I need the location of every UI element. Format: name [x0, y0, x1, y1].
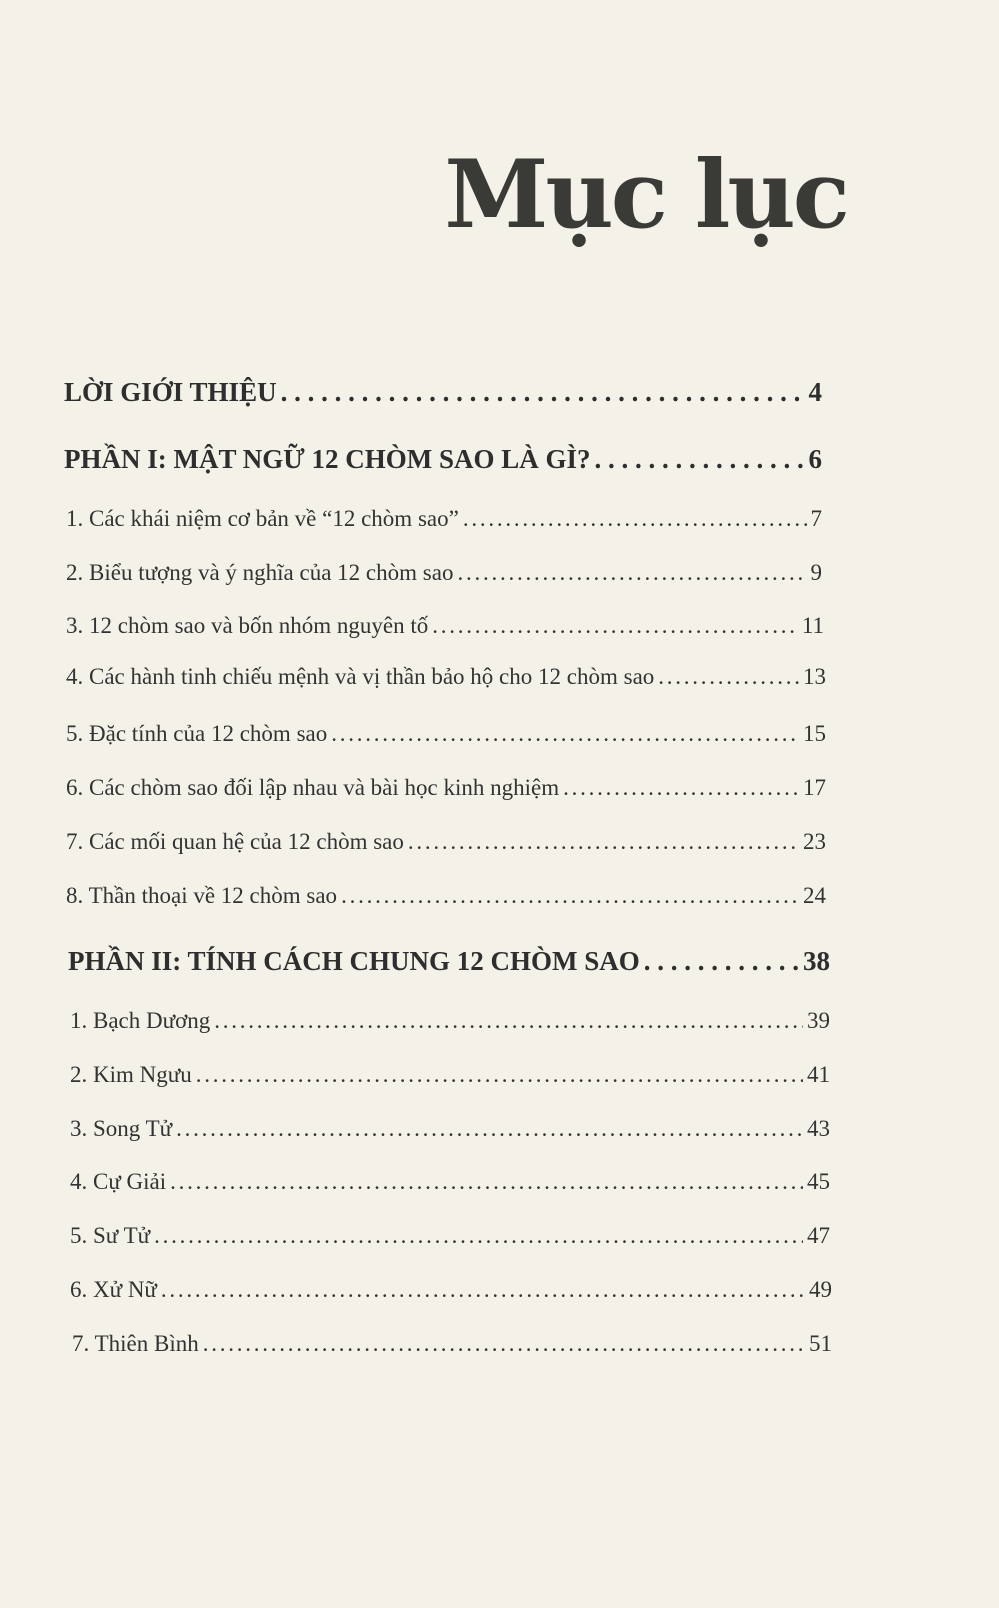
toc-entry-label: PHẦN II: TÍNH CÁCH CHUNG 12 CHÒM SAO: [68, 946, 640, 976]
dot-leader: [463, 506, 807, 532]
toc-entry-label: 1. Bạch Dương: [70, 1008, 211, 1033]
dot-leader: [658, 664, 799, 690]
toc-entry: [66, 506, 822, 532]
toc-entry-label: LỜI GIỚI THIỆU: [64, 377, 277, 407]
dot-leader: [457, 560, 806, 586]
dot-leader: [341, 883, 799, 909]
toc-entry-page: 24: [803, 883, 826, 908]
toc-entry: [72, 1331, 832, 1357]
toc-entry: [64, 444, 822, 475]
toc-entry-label: 3. Song Tử: [70, 1116, 173, 1141]
dot-leader: [432, 613, 798, 639]
dot-leader: [154, 1223, 803, 1249]
toc-entry-label: 2. Biểu tượng và ý nghĩa của 12 chòm sao: [66, 560, 454, 585]
dot-leader: [408, 829, 799, 855]
toc-entry-page: 4: [808, 377, 822, 407]
dot-leader: [644, 946, 799, 977]
toc-entry-label: 6. Xử Nữ: [70, 1277, 157, 1302]
dot-leader: [563, 775, 799, 801]
toc-entry-label: 6. Các chòm sao đối lập nhau và bài học kinh nghiệm: [66, 775, 560, 800]
dot-leader: [176, 1116, 803, 1142]
toc-entry-label: 1. Các khái niệm cơ bản về “12 chòm sao”: [66, 506, 459, 531]
toc-entry: [66, 829, 826, 855]
toc-entry: [66, 883, 826, 909]
toc-entry-label: 4. Cự Giải: [70, 1169, 167, 1194]
toc-entry-label: 7. Thiên Bình: [72, 1331, 199, 1356]
dot-leader: [170, 1169, 803, 1195]
toc-entry-page: 23: [803, 829, 826, 854]
dot-leader: [214, 1008, 803, 1034]
toc-entry: [66, 664, 826, 690]
toc-entry-page: 17: [803, 775, 826, 800]
toc-entry-label: 8. Thần thoại về 12 chòm sao: [66, 883, 338, 908]
toc-entry-page: 38: [803, 946, 830, 976]
toc-entry-page: 13: [803, 664, 826, 689]
toc-entry-page: 9: [810, 560, 822, 585]
toc-entry-label: PHẦN I: MẬT NGỮ 12 CHÒM SAO LÀ GÌ?: [64, 444, 591, 474]
dot-leader: [331, 721, 799, 747]
toc-entry: [70, 1223, 830, 1249]
toc-entry-label: 5. Đặc tính của 12 chòm sao: [66, 721, 328, 746]
toc-entry-page: 43: [807, 1116, 830, 1141]
toc-entry: [70, 1008, 830, 1034]
dot-leader: [595, 444, 805, 475]
dot-leader: [281, 377, 805, 408]
toc-entry-page: 49: [809, 1277, 832, 1302]
toc-entry-page: 11: [801, 613, 824, 638]
toc-entry-page: 15: [803, 721, 826, 746]
toc-entry-label: 2. Kim Ngưu: [70, 1062, 192, 1087]
toc-entry-label: 7. Các mối quan hệ của 12 chòm sao: [66, 829, 404, 854]
toc-entry: [70, 1277, 832, 1303]
toc-entry-label: 4. Các hành tinh chiếu mệnh và vị thần bảo hộ cho 12 chòm sao: [66, 664, 655, 689]
toc-entry: [66, 613, 824, 639]
dot-leader: [203, 1331, 805, 1357]
toc-entry: [70, 1169, 830, 1195]
page-title: Mục lục: [444, 140, 847, 250]
toc-entry: [66, 560, 822, 586]
toc-entry: [66, 721, 826, 747]
toc-entry-label: 3. 12 chòm sao và bốn nhóm nguyên tố: [66, 613, 429, 638]
dot-leader: [196, 1062, 803, 1088]
toc-entry-page: 7: [810, 506, 822, 531]
toc-entry: [70, 1062, 830, 1088]
toc-entry-label: 5. Sư Tử: [70, 1223, 151, 1248]
toc-entry: [64, 377, 822, 408]
toc-entry: [68, 946, 830, 977]
toc-entry-page: 47: [807, 1223, 830, 1248]
toc-entry: [70, 1116, 830, 1142]
toc-entry-page: 41: [807, 1062, 830, 1087]
toc-entry: [66, 775, 826, 801]
toc-entry-page: 51: [809, 1331, 832, 1356]
dot-leader: [161, 1277, 805, 1303]
toc-entry-page: 6: [808, 444, 822, 474]
toc-entry-page: 45: [807, 1169, 830, 1194]
toc-entry-page: 39: [807, 1008, 830, 1033]
